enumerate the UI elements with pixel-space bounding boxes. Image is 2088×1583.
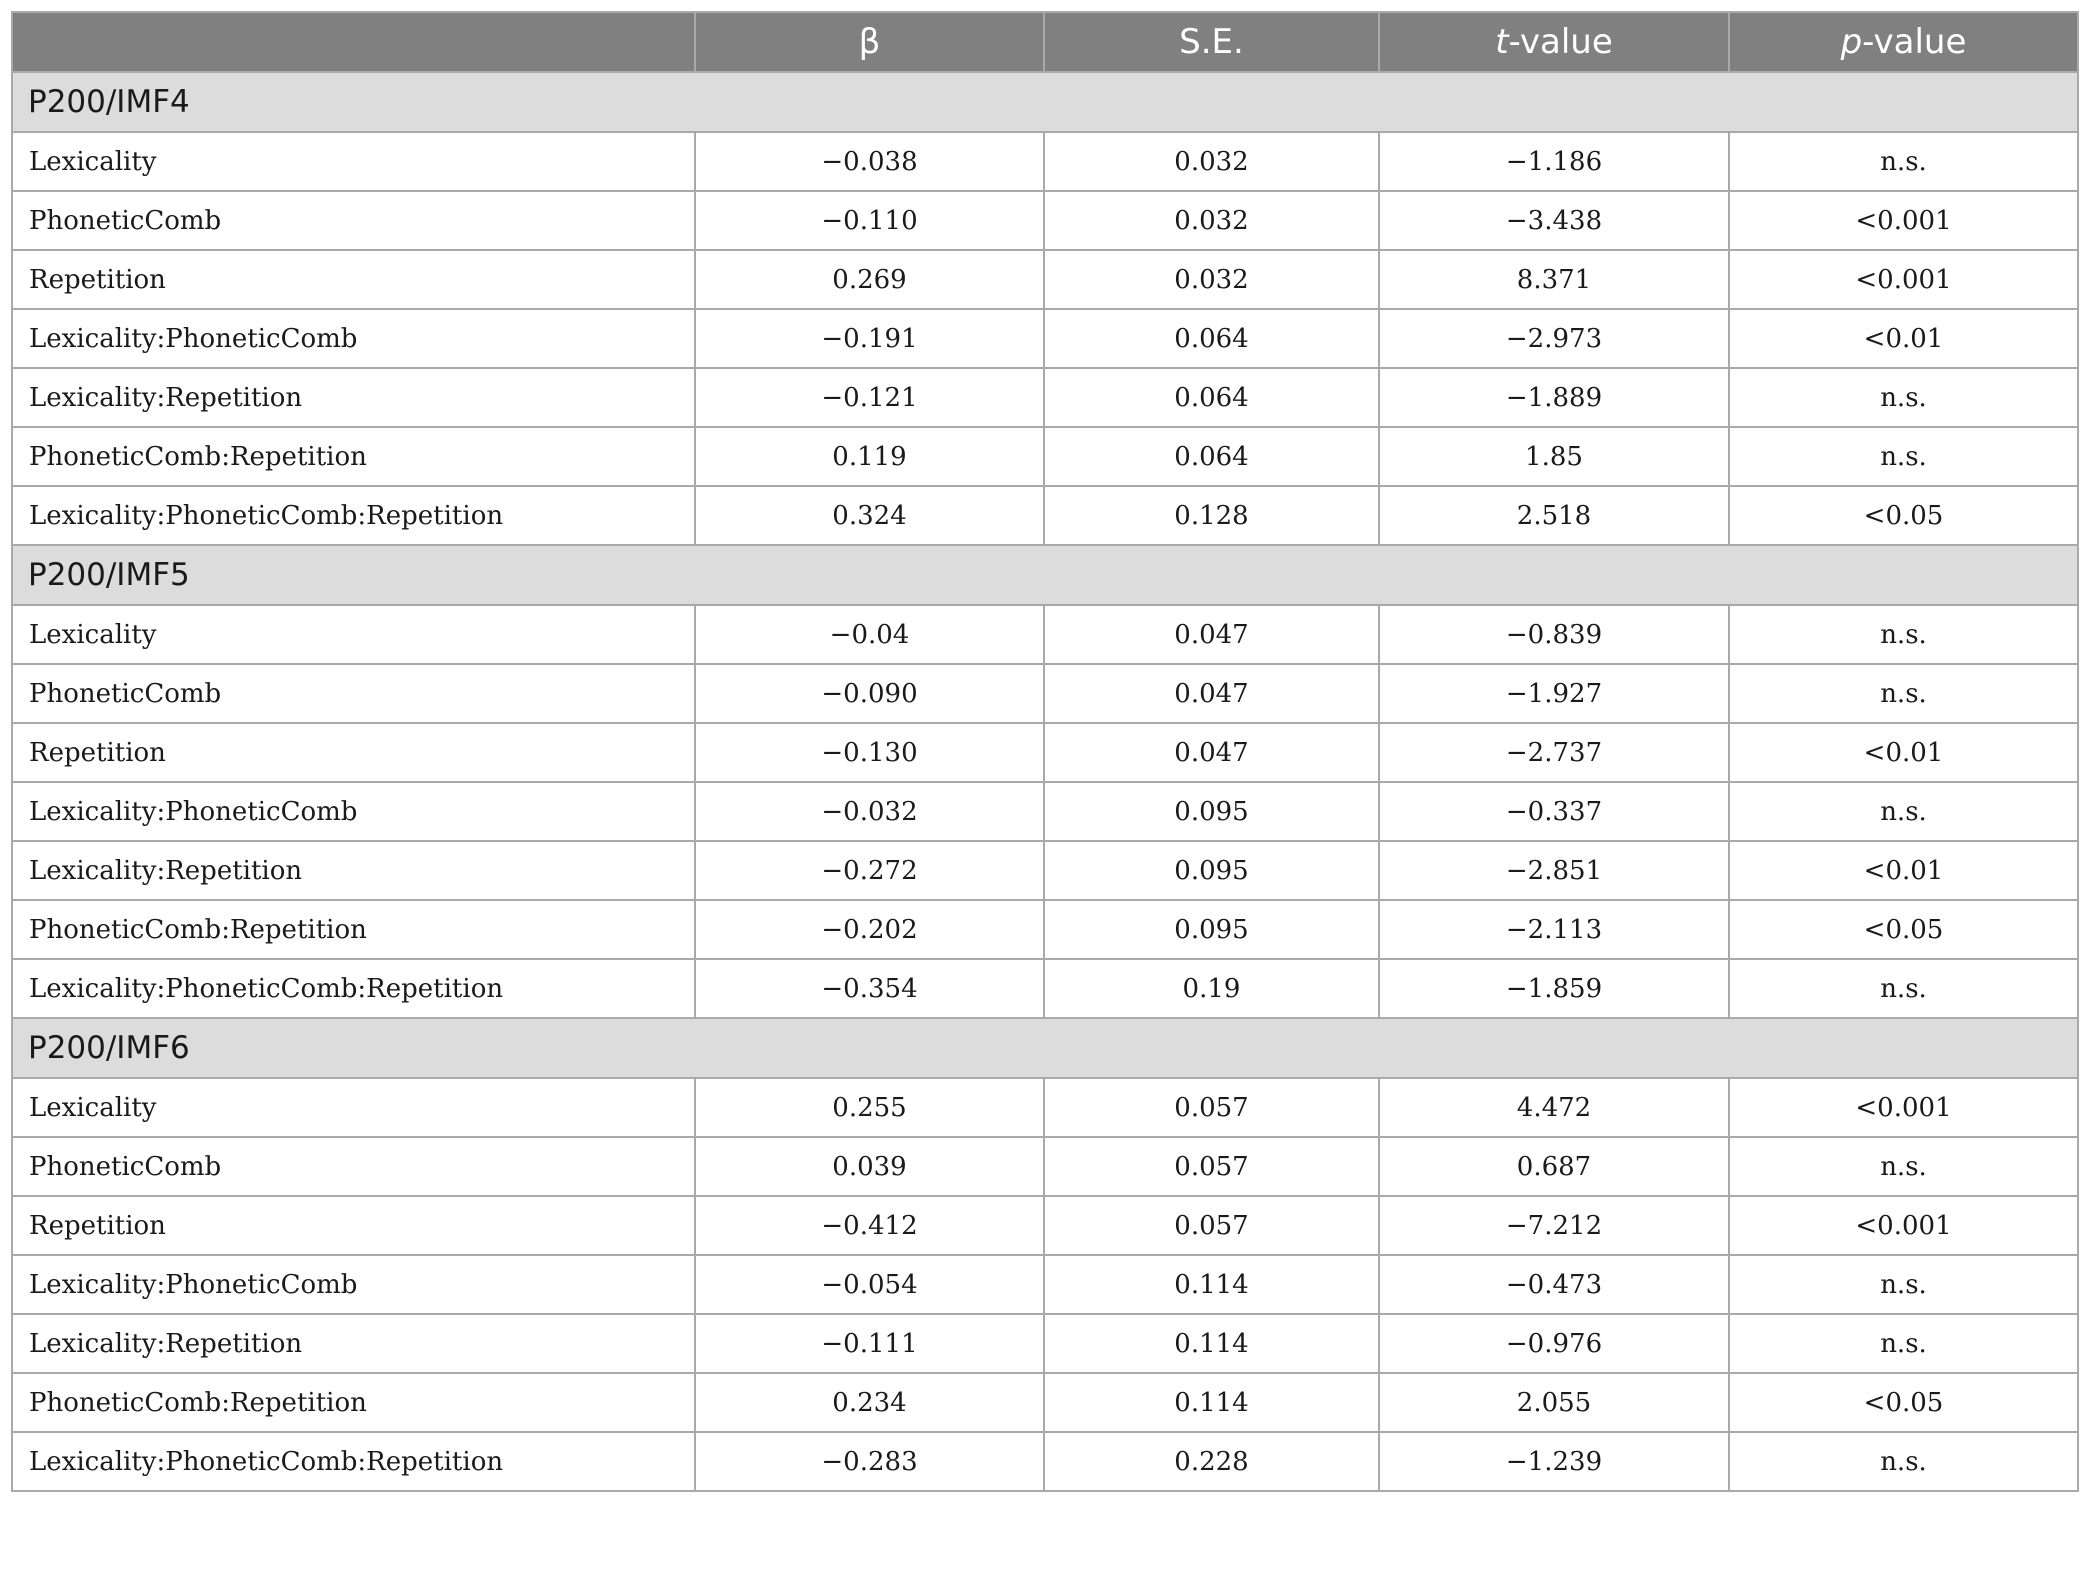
row-p-value: n.s.	[1729, 1314, 2078, 1373]
table-row	[12, 1373, 2078, 1432]
row-term: Lexicality:Repetition	[12, 1314, 695, 1373]
row-t-value: 4.472	[1379, 1078, 1729, 1137]
row-term: PhoneticComb:Repetition	[12, 1373, 695, 1432]
row-t-value: −1.889	[1379, 368, 1729, 427]
row-se: 0.114	[1044, 1373, 1379, 1432]
row-se: 0.128	[1044, 486, 1379, 545]
header-p-suffix: -value	[1862, 22, 1967, 62]
row-se: 0.064	[1044, 427, 1379, 486]
row-t-value: −1.239	[1379, 1432, 1729, 1491]
row-beta: −0.054	[695, 1255, 1044, 1314]
row-term: Lexicality:Repetition	[12, 368, 695, 427]
table-row	[12, 841, 2078, 900]
row-term: Lexicality:PhoneticComb	[12, 309, 695, 368]
row-t-value: −0.473	[1379, 1255, 1729, 1314]
header-p-value	[1729, 12, 2078, 72]
header-beta: β	[695, 12, 1044, 72]
row-p-value: n.s.	[1729, 664, 2078, 723]
row-term: Repetition	[12, 1196, 695, 1255]
row-se: 0.047	[1044, 605, 1379, 664]
row-beta: 0.039	[695, 1137, 1044, 1196]
group-header-row	[12, 1018, 2078, 1078]
row-p-value: <0.01	[1729, 723, 2078, 782]
group-title: P200/IMF5	[12, 545, 2078, 605]
row-se: 0.057	[1044, 1196, 1379, 1255]
header-row	[12, 12, 2078, 72]
table-row	[12, 959, 2078, 1018]
row-t-value: −2.973	[1379, 309, 1729, 368]
header-se: S.E.	[1044, 12, 1379, 72]
row-t-value: 1.85	[1379, 427, 1729, 486]
row-beta: −0.110	[695, 191, 1044, 250]
row-t-value: −2.737	[1379, 723, 1729, 782]
row-term: PhoneticComb	[12, 664, 695, 723]
group-title: P200/IMF4	[12, 72, 2078, 132]
row-beta: 0.324	[695, 486, 1044, 545]
row-t-value: 0.687	[1379, 1137, 1729, 1196]
row-se: 0.19	[1044, 959, 1379, 1018]
row-term: Repetition	[12, 723, 695, 782]
row-t-value: −2.851	[1379, 841, 1729, 900]
header-t-value	[1379, 12, 1729, 72]
row-se: 0.114	[1044, 1255, 1379, 1314]
row-se: 0.057	[1044, 1137, 1379, 1196]
group-header-row	[12, 545, 2078, 605]
row-p-value: n.s.	[1729, 427, 2078, 486]
row-beta: 0.234	[695, 1373, 1044, 1432]
header-term	[12, 12, 695, 72]
header-t-suffix: -value	[1508, 22, 1613, 62]
row-p-value: n.s.	[1729, 959, 2078, 1018]
row-beta: −0.038	[695, 132, 1044, 191]
row-se: 0.032	[1044, 191, 1379, 250]
row-p-value: <0.05	[1729, 1373, 2078, 1432]
row-beta: −0.283	[695, 1432, 1044, 1491]
row-t-value: 2.518	[1379, 486, 1729, 545]
row-t-value: −2.113	[1379, 900, 1729, 959]
row-t-value: −0.839	[1379, 605, 1729, 664]
row-term: Lexicality:PhoneticComb	[12, 782, 695, 841]
row-term: Lexicality	[12, 1078, 695, 1137]
row-term: Lexicality:PhoneticComb:Repetition	[12, 1432, 695, 1491]
row-p-value: <0.01	[1729, 309, 2078, 368]
row-term: PhoneticComb:Repetition	[12, 427, 695, 486]
results-table	[11, 11, 2079, 1492]
row-p-value: n.s.	[1729, 132, 2078, 191]
table-row	[12, 427, 2078, 486]
table-row	[12, 309, 2078, 368]
table-row	[12, 723, 2078, 782]
row-se: 0.095	[1044, 900, 1379, 959]
row-se: 0.064	[1044, 309, 1379, 368]
table-row	[12, 1078, 2078, 1137]
row-beta: −0.111	[695, 1314, 1044, 1373]
row-term: Repetition	[12, 250, 695, 309]
row-beta: −0.412	[695, 1196, 1044, 1255]
row-se: 0.095	[1044, 782, 1379, 841]
row-beta: 0.255	[695, 1078, 1044, 1137]
table-row	[12, 1314, 2078, 1373]
row-term: PhoneticComb	[12, 1137, 695, 1196]
header-p-symbol: p	[1840, 22, 1863, 62]
row-p-value: n.s.	[1729, 368, 2078, 427]
row-t-value: −0.976	[1379, 1314, 1729, 1373]
row-beta: −0.354	[695, 959, 1044, 1018]
row-se: 0.032	[1044, 132, 1379, 191]
row-p-value: n.s.	[1729, 1255, 2078, 1314]
row-beta: −0.090	[695, 664, 1044, 723]
row-p-value: n.s.	[1729, 1137, 2078, 1196]
row-t-value: 2.055	[1379, 1373, 1729, 1432]
row-p-value: n.s.	[1729, 1432, 2078, 1491]
row-se: 0.095	[1044, 841, 1379, 900]
row-term: Lexicality	[12, 605, 695, 664]
row-p-value: <0.001	[1729, 1196, 2078, 1255]
table-row	[12, 1255, 2078, 1314]
row-t-value: −1.186	[1379, 132, 1729, 191]
table-row	[12, 782, 2078, 841]
row-p-value: <0.01	[1729, 841, 2078, 900]
row-term: PhoneticComb	[12, 191, 695, 250]
table-row	[12, 486, 2078, 545]
row-t-value: −1.927	[1379, 664, 1729, 723]
row-term: Lexicality:PhoneticComb	[12, 1255, 695, 1314]
table-body	[12, 72, 2078, 1491]
header-t-symbol: t	[1495, 22, 1509, 62]
row-t-value: −0.337	[1379, 782, 1729, 841]
row-beta: −0.121	[695, 368, 1044, 427]
row-se: 0.047	[1044, 664, 1379, 723]
row-se: 0.064	[1044, 368, 1379, 427]
row-se: 0.228	[1044, 1432, 1379, 1491]
row-term: Lexicality:PhoneticComb:Repetition	[12, 959, 695, 1018]
row-beta: −0.04	[695, 605, 1044, 664]
row-term: PhoneticComb:Repetition	[12, 900, 695, 959]
row-term: Lexicality:Repetition	[12, 841, 695, 900]
row-beta: −0.202	[695, 900, 1044, 959]
row-p-value: <0.001	[1729, 191, 2078, 250]
table-row	[12, 368, 2078, 427]
row-t-value: 8.371	[1379, 250, 1729, 309]
table-row	[12, 191, 2078, 250]
row-term: Lexicality:PhoneticComb:Repetition	[12, 486, 695, 545]
row-se: 0.114	[1044, 1314, 1379, 1373]
row-se: 0.032	[1044, 250, 1379, 309]
table-row	[12, 250, 2078, 309]
row-beta: −0.272	[695, 841, 1044, 900]
row-p-value: <0.05	[1729, 486, 2078, 545]
row-p-value: n.s.	[1729, 782, 2078, 841]
row-p-value: <0.001	[1729, 250, 2078, 309]
row-beta: 0.269	[695, 250, 1044, 309]
table-row	[12, 664, 2078, 723]
table-row	[12, 900, 2078, 959]
row-t-value: −1.859	[1379, 959, 1729, 1018]
table-row	[12, 1432, 2078, 1491]
table-header	[12, 12, 2078, 72]
row-p-value: <0.001	[1729, 1078, 2078, 1137]
table-row	[12, 605, 2078, 664]
row-se: 0.057	[1044, 1078, 1379, 1137]
row-t-value: −7.212	[1379, 1196, 1729, 1255]
row-beta: −0.032	[695, 782, 1044, 841]
row-se: 0.047	[1044, 723, 1379, 782]
table-row	[12, 1196, 2078, 1255]
group-title: P200/IMF6	[12, 1018, 2078, 1078]
row-p-value: <0.05	[1729, 900, 2078, 959]
row-p-value: n.s.	[1729, 605, 2078, 664]
table-row	[12, 132, 2078, 191]
row-term: Lexicality	[12, 132, 695, 191]
group-header-row	[12, 72, 2078, 132]
row-beta: 0.119	[695, 427, 1044, 486]
row-beta: −0.191	[695, 309, 1044, 368]
row-beta: −0.130	[695, 723, 1044, 782]
row-t-value: −3.438	[1379, 191, 1729, 250]
table-row	[12, 1137, 2078, 1196]
